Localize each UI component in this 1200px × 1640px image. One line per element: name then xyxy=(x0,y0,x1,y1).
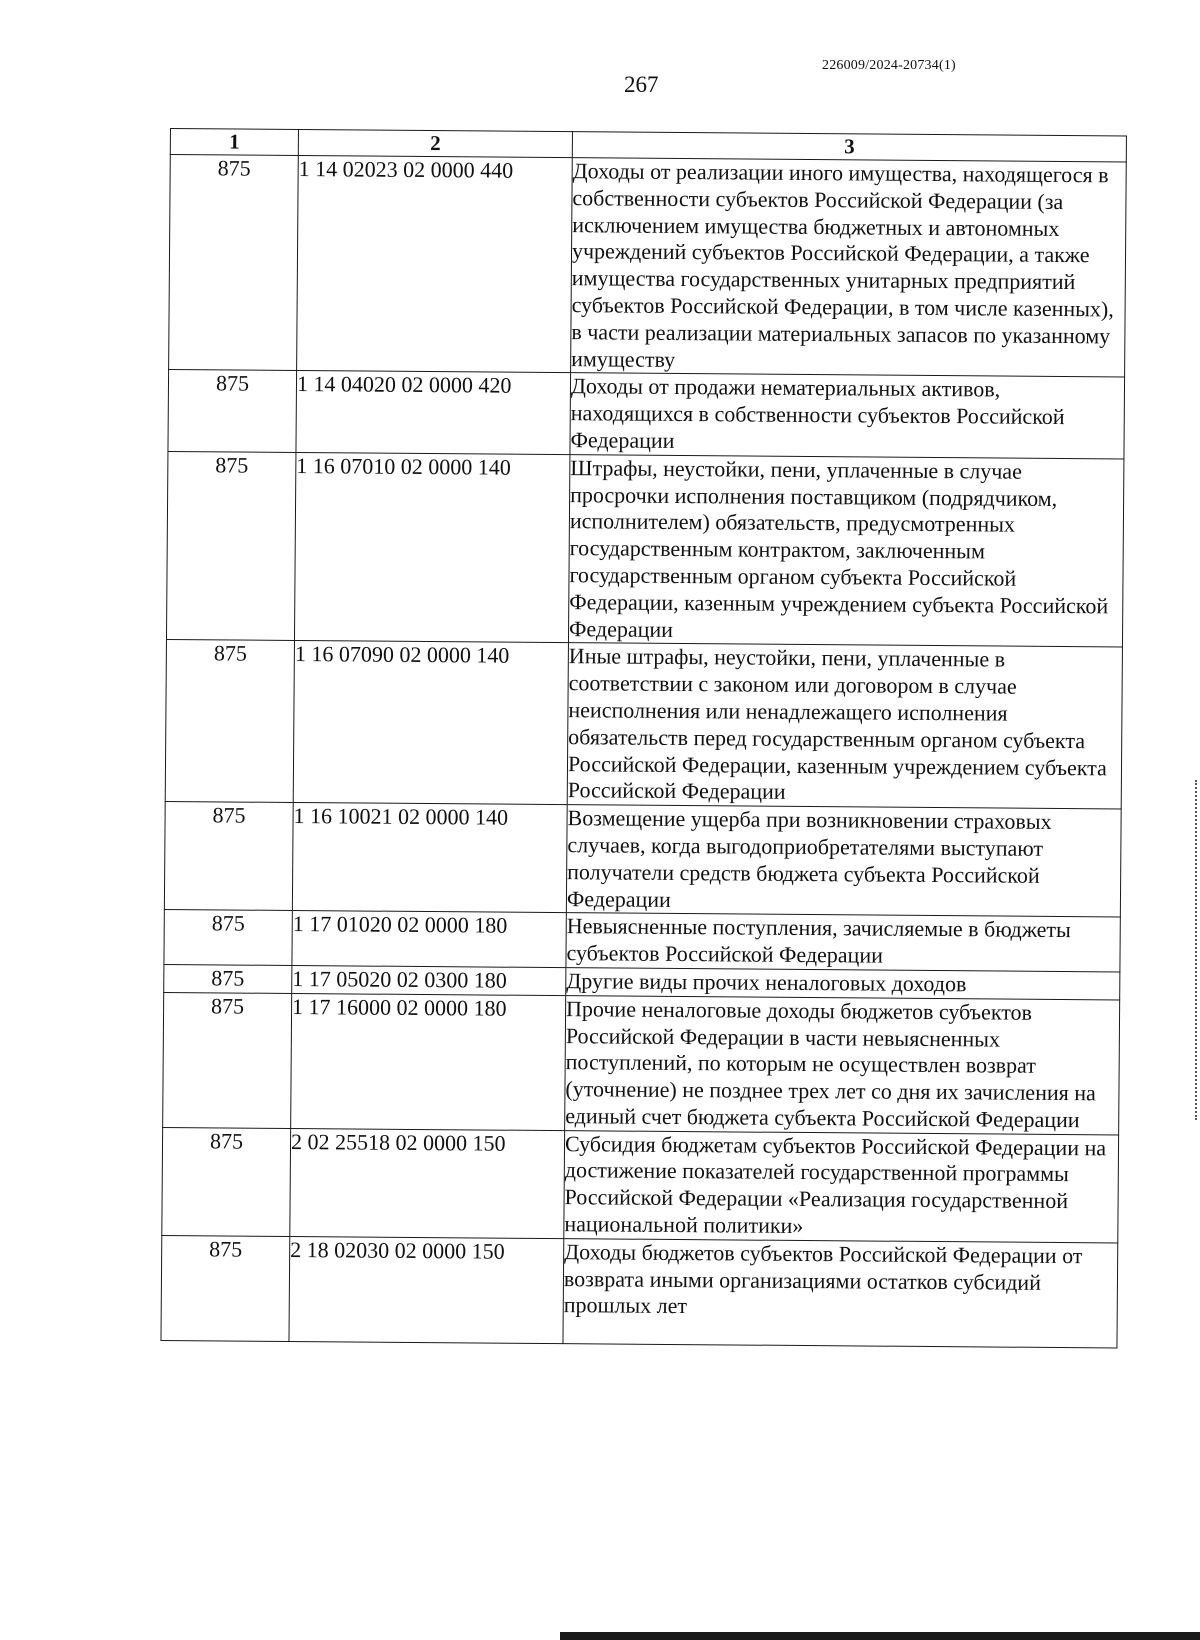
admin-code-cell: 875 xyxy=(166,451,295,641)
table-row xyxy=(164,802,1121,918)
revenue-description-cell: Прочие неналоговые доходы бюджетов субъектов Российской Федерации в части невыясненных поступлений, по которым не осуществлен возврат (уточнение) не позднее трех лет со дня их зачисления на единый счет бюджета субъекта Российской Федерации xyxy=(565,995,1120,1134)
revenue-description-cell: Доходы бюджетов субъектов Российской Федерации от возврата иными организациями остатков субсидий прошлых лет xyxy=(563,1239,1118,1348)
revenue-code-cell: 1 16 07090 02 0000 140 xyxy=(293,641,568,805)
revenue-description-cell: Невыясненные поступления, зачисляемые в бюджеты субъектов Российской Федерации xyxy=(566,913,1120,972)
admin-code-cell: 875 xyxy=(162,1127,291,1236)
admin-code-cell: 875 xyxy=(164,910,292,966)
admin-code-cell: 875 xyxy=(168,370,297,452)
table-row xyxy=(161,1235,1118,1348)
revenue-code-cell: 1 16 07010 02 0000 140 xyxy=(294,452,569,643)
column-header-3: 3 xyxy=(572,132,1126,162)
revenue-code-cell: 2 02 25518 02 0000 150 xyxy=(290,1128,565,1238)
admin-code-cell: 875 xyxy=(161,1235,290,1341)
admin-code-cell: 875 xyxy=(163,992,292,1128)
revenue-description-cell: Доходы от реализации иного имущества, находящегося в собственности субъектов Российской Федерации (за исключением имущества бюджетных и автономных учреждений субъектов Российской Федерации, а также имущества государственных унитарных предприятий субъектов Российской Федерации, в том числе казенных), в части реализации материальных запасов по указанному имуществу xyxy=(571,158,1127,378)
revenue-codes-table xyxy=(160,128,1126,1348)
revenue-code-cell: 1 14 04020 02 0000 420 xyxy=(296,371,571,455)
revenue-code-cell: 1 17 01020 02 0000 180 xyxy=(292,911,566,968)
table-row xyxy=(166,451,1123,647)
column-header-1: 1 xyxy=(170,129,298,156)
revenue-description-cell: Субсидия бюджетам субъектов Российской Федерации на достижение показателей государственной программы Российской Федерации «Реализация государственной национальной политики» xyxy=(564,1130,1119,1243)
page-number: 267 xyxy=(624,72,659,97)
revenue-description-cell: Доходы от продажи нематериальных активов, находящихся в собственности субъектов Российской Федерации xyxy=(570,373,1125,459)
table-row xyxy=(169,155,1127,378)
revenue-code-cell: 1 17 16000 02 0000 180 xyxy=(291,993,566,1130)
scan-bottom-edge xyxy=(560,1632,1200,1640)
document-id: 226009/2024-20734(1) xyxy=(822,58,956,73)
revenue-description-cell: Штрафы, неустойки, пени, уплаченные в случае просрочки исполнения поставщиком (подрядчиком, исполнителем) обязательств, предусмотренных государственным контрактом, заключенным государственным органом субъекта Российской Федерации, казенным учреждением субъекта Российской Федерации xyxy=(568,454,1123,647)
revenue-code-cell: 2 18 02030 02 0000 150 xyxy=(289,1236,564,1343)
table-row xyxy=(168,370,1125,459)
revenue-description-cell: Иные штрафы, неустойки, пени, уплаченные в соответствии с законом или договором в случае неисполнения или ненадлежащего исполнения обязательств перед государственным органом субъекта Российской Федерации, казенным учреждением субъекта Российской Федерации xyxy=(567,643,1122,809)
revenue-description-cell: Возмещение ущерба при возникновении страховых случаев, когда выгодоприобретателями выступают получатели средств бюджета субъекта Российской Федерации xyxy=(566,805,1121,918)
admin-code-cell: 875 xyxy=(165,640,294,803)
table-row xyxy=(165,640,1122,809)
revenue-code-cell: 1 14 02023 02 0000 440 xyxy=(297,156,573,374)
revenue-description-cell: Другие виды прочих неналоговых доходов xyxy=(566,968,1120,1000)
column-header-2: 2 xyxy=(298,130,572,158)
admin-code-cell: 875 xyxy=(164,964,292,993)
revenue-code-cell: 1 16 10021 02 0000 140 xyxy=(292,803,567,913)
admin-code-cell: 875 xyxy=(164,802,293,911)
table-row xyxy=(163,992,1120,1134)
table-row xyxy=(162,1127,1119,1243)
admin-code-cell: 875 xyxy=(169,155,299,371)
revenue-code-cell: 1 17 05020 02 0300 180 xyxy=(292,965,566,995)
scan-edge-artifact xyxy=(1195,780,1200,1120)
table-row xyxy=(164,910,1120,972)
revenue-codes-table-wrapper xyxy=(160,128,1125,1348)
